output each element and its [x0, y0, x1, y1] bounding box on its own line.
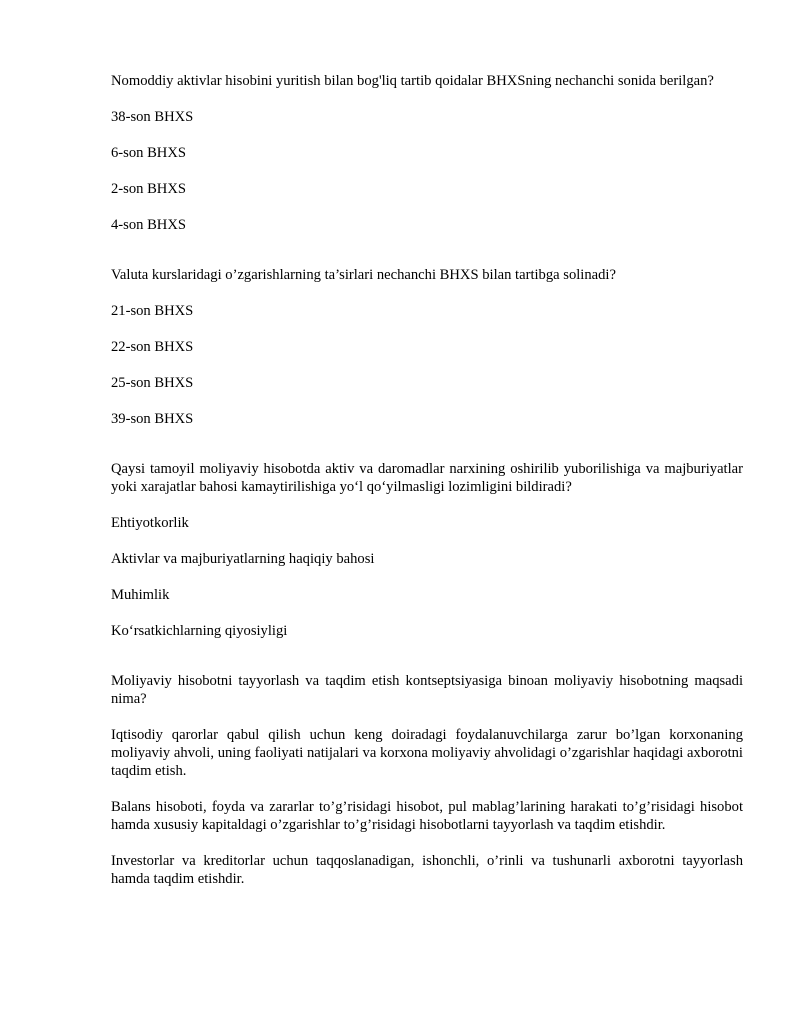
answer-option: 2-son BHXS [111, 181, 187, 197]
question-text: Nomoddiy aktivlar hisobini yuritish bilan bog'liq tartib qoidalar BHXSning nechanchi sonida berilgan? [111, 73, 714, 89]
answer-option: 39-son BHXS [111, 411, 194, 427]
question-text: Qaysi tamoyil moliyaviy hisobotda aktiv va daromadlar narxining oshirilib yuborilishiga va majburiyatlar yoki xarajatlar bahosi kamaytirilishiga yo‘l qo‘yilmasligi lozimligini bildiradi? [111, 461, 743, 495]
answer-option: 21-son BHXS [111, 303, 194, 319]
answer-option: 38-son BHXS [111, 109, 194, 125]
answer-option: Aktivlar va majburiyatlarning haqiqiy bahosi [111, 551, 375, 567]
document-page [111, 72, 743, 920]
question-text: Moliyaviy hisobotni tayyorlash va taqdim etish kontseptsiyasiga binoan moliyaviy hisobotning maqsadi nima? [111, 673, 743, 707]
answer-option: Iqtisodiy qarorlar qabul qilish uchun keng doiradagi foydalanuvchilarga zarur bo’lgan korxonaning moliyaviy ahvoli, uning faoliyati natijalari va korxona moliyaviy ahvolidagi o’zgarishlar haqidagi axborotni taqdim etish. [111, 727, 743, 779]
answer-option: 25-son BHXS [111, 375, 194, 391]
question-text: Valuta kurslaridagi o’zgarishlarning ta’sirlari nechanchi BHXS bilan tartibga solinadi? [111, 267, 616, 283]
answer-option: 6-son BHXS [111, 145, 187, 161]
question-block-4 [111, 672, 743, 888]
answer-option: 22-son BHXS [111, 339, 194, 355]
answer-option: Investorlar va kreditorlar uchun taqqoslanadigan, ishonchli, o’rinli va tushunarli axborotni tayyorlash hamda taqdim etishdir. [111, 853, 743, 887]
answer-option: Balans hisoboti, foyda va zararlar to’g’risidagi hisobot, pul mablag’larining harakati to’g’risidagi hisobot hamda xususiy kapitaldagi o’zgarishlar to’g’risidagi hisobotlarni tayyorlash va taqdim etishdir. [111, 799, 743, 833]
answer-option: Muhimlik [111, 587, 170, 603]
answer-option: Ehtiyotkorlik [111, 515, 189, 531]
answer-option: Ko‘rsatkichlarning qiyosiyligi [111, 623, 288, 639]
question-block-1 [111, 72, 743, 234]
question-block-3 [111, 460, 743, 640]
answer-option: 4-son BHXS [111, 217, 187, 233]
question-block-2 [111, 266, 743, 428]
